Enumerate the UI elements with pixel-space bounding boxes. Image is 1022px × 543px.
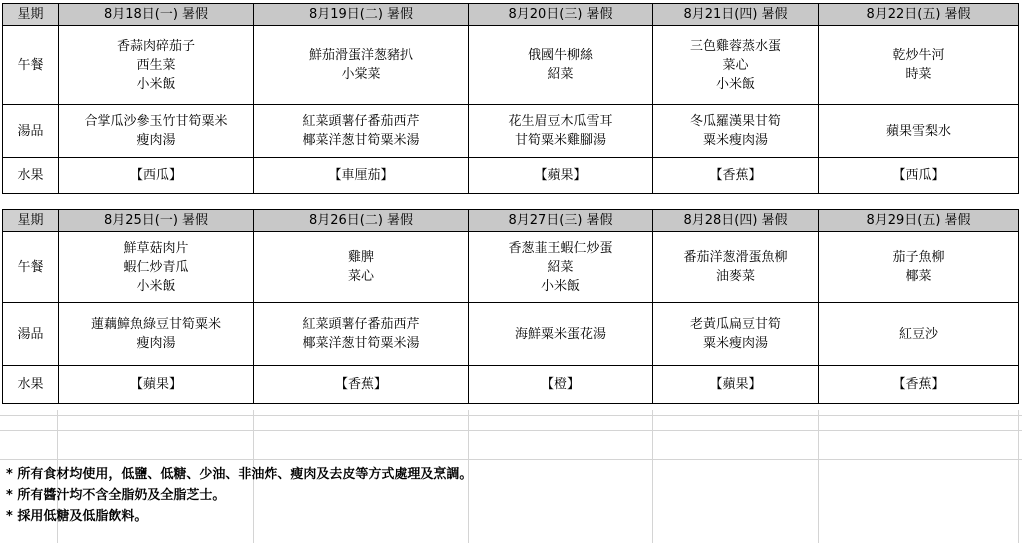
- dish-line: 紅菜頭薯仔番茄西芹: [302, 114, 420, 129]
- fruit-cell: 【香蕉】: [254, 366, 469, 404]
- dish-line: 時菜: [905, 67, 932, 82]
- soup-cell: [254, 303, 469, 366]
- note-line: * 所有醬汁均不含全脂奶及全脂芝士。: [6, 488, 226, 503]
- dish-line: 椰菜洋葱甘筍粟米湯: [302, 133, 420, 148]
- dish-line: 三色雞蓉蒸水蛋: [689, 38, 781, 54]
- fruit-row: [3, 366, 1019, 404]
- fruit-cell: 【西瓜】: [819, 158, 1019, 194]
- fruit-cell: 【香蕉】: [653, 158, 819, 194]
- week-2-menu-table: [2, 209, 1019, 404]
- dish-line: 粟米瘦肉湯: [702, 336, 768, 351]
- dish-line: 粟米瘦肉湯: [702, 133, 768, 148]
- fruit-label: 水果: [3, 158, 59, 194]
- dish-line: 小米飯: [715, 76, 755, 92]
- fruit-row: [3, 158, 1019, 194]
- soup-cell: [59, 303, 254, 366]
- date-header: 8月21日(四) 暑假: [653, 4, 819, 26]
- lunch-cell: [254, 26, 469, 105]
- weekday-label: 星期: [3, 210, 59, 232]
- gridline: [818, 410, 819, 543]
- lunch-row: [3, 26, 1019, 105]
- dish-line: 鮮草菇肉片: [123, 240, 189, 256]
- dish-line: 椰菜: [905, 269, 932, 284]
- date-header: 8月29日(五) 暑假: [819, 210, 1019, 232]
- dish-line: 俄國牛柳絲: [527, 48, 593, 63]
- soup-cell: [254, 105, 469, 158]
- gridline: [0, 415, 1022, 416]
- dish-line: 椰菜洋葱甘筍粟米湯: [302, 336, 420, 351]
- date-header: 8月19日(二) 暑假: [254, 4, 469, 26]
- date-header: 8月27日(三) 暑假: [469, 210, 653, 232]
- date-header: 8月22日(五) 暑假: [819, 4, 1019, 26]
- soup-cell: [819, 303, 1019, 366]
- dish-line: 花生眉豆木瓜雪耳: [508, 114, 613, 129]
- fruit-cell: 【橙】: [469, 366, 653, 404]
- gridline: [0, 459, 1022, 460]
- gridline: [652, 410, 653, 543]
- dish-line: 小米飯: [136, 76, 176, 92]
- date-header-row: [3, 4, 1019, 26]
- dish-line: 番茄洋葱滑蛋魚柳: [683, 250, 788, 265]
- week-1-menu-table: [2, 3, 1019, 194]
- dish-line: 乾炒牛河: [892, 48, 945, 63]
- dish-line: 茄子魚柳: [892, 250, 945, 265]
- date-header: 8月26日(二) 暑假: [254, 210, 469, 232]
- dish-line: 香蒜肉碎茄子: [116, 38, 195, 54]
- date-header: 8月20日(三) 暑假: [469, 4, 653, 26]
- dish-line: 油麥菜: [715, 269, 755, 284]
- dish-line: 鮮茄滑蛋洋葱豬扒: [308, 48, 413, 63]
- dish-line: 蝦仁炒青瓜: [123, 259, 189, 275]
- soup-cell: [469, 303, 653, 366]
- dish-line: 小棠菜: [341, 67, 381, 82]
- lunch-cell: [469, 232, 653, 303]
- dish-line: 紅菜頭薯仔番茄西芹: [302, 317, 420, 332]
- fruit-cell: 【蘋果】: [59, 366, 254, 404]
- lunch-cell: [653, 232, 819, 303]
- dish-line: 合掌瓜沙參玉竹甘筍粟米: [84, 114, 228, 129]
- gridline: [1018, 410, 1019, 543]
- lunch-cell: [59, 232, 254, 303]
- note-line: * 採用低糖及低脂飲料。: [6, 509, 148, 524]
- fruit-cell: 【蘋果】: [469, 158, 653, 194]
- dish-line: 小米飯: [540, 278, 580, 294]
- soup-cell: [653, 303, 819, 366]
- dish-line: 冬瓜羅漢果甘筍: [689, 114, 781, 129]
- dish-line: 紹菜: [547, 259, 574, 275]
- lunch-cell: [469, 26, 653, 105]
- soup-cell: [653, 105, 819, 158]
- lunch-cell: [653, 26, 819, 105]
- dish-line: 甘筍粟米雞腳湯: [514, 133, 606, 148]
- soup-label: 湯品: [3, 303, 59, 366]
- dish-line: 蘋果雪梨水: [885, 123, 951, 139]
- date-header: 8月18日(一) 暑假: [59, 4, 254, 26]
- soup-row: [3, 105, 1019, 158]
- dish-line: 瘦肉湯: [136, 336, 176, 351]
- soup-row: [3, 303, 1019, 366]
- soup-cell: [59, 105, 254, 158]
- date-header: 8月28日(四) 暑假: [653, 210, 819, 232]
- note-line: * 所有食材均使用，低鹽、低糖、少油、非油炸、瘦肉及去皮等方式處理及烹調。: [6, 467, 473, 482]
- dish-line: 菜心: [722, 57, 749, 73]
- lunch-cell: [819, 232, 1019, 303]
- lunch-cell: [819, 26, 1019, 105]
- date-header: 8月25日(一) 暑假: [59, 210, 254, 232]
- fruit-cell: 【車厘茄】: [254, 158, 469, 194]
- dish-line: 海鮮粟米蛋花湯: [514, 326, 606, 342]
- dietary-notes: [6, 464, 472, 527]
- fruit-label: 水果: [3, 366, 59, 404]
- dish-line: 小米飯: [136, 278, 176, 294]
- fruit-cell: 【香蕉】: [819, 366, 1019, 404]
- soup-cell: [819, 105, 1019, 158]
- lunch-label: 午餐: [3, 26, 59, 105]
- dish-line: 西生菜: [136, 57, 176, 73]
- dish-line: 蓮藕鱆魚綠豆甘筍粟米: [90, 317, 221, 332]
- gridline: [0, 430, 1022, 431]
- dish-line: 雞脾: [347, 250, 374, 265]
- date-header-row: [3, 210, 1019, 232]
- dish-line: 紅豆沙: [898, 326, 938, 342]
- fruit-cell: 【蘋果】: [653, 366, 819, 404]
- dish-line: 菜心: [347, 269, 374, 284]
- soup-cell: [469, 105, 653, 158]
- lunch-cell: [254, 232, 469, 303]
- soup-label: 湯品: [3, 105, 59, 158]
- dish-line: 瘦肉湯: [136, 133, 176, 148]
- dish-line: 香葱韮王蝦仁炒蛋: [508, 240, 613, 256]
- lunch-row: [3, 232, 1019, 303]
- weekday-label: 星期: [3, 4, 59, 26]
- dish-line: 老黃瓜扁豆甘筍: [689, 317, 781, 332]
- fruit-cell: 【西瓜】: [59, 158, 254, 194]
- lunch-cell: [59, 26, 254, 105]
- lunch-label: 午餐: [3, 232, 59, 303]
- dish-line: 紹菜: [547, 67, 574, 82]
